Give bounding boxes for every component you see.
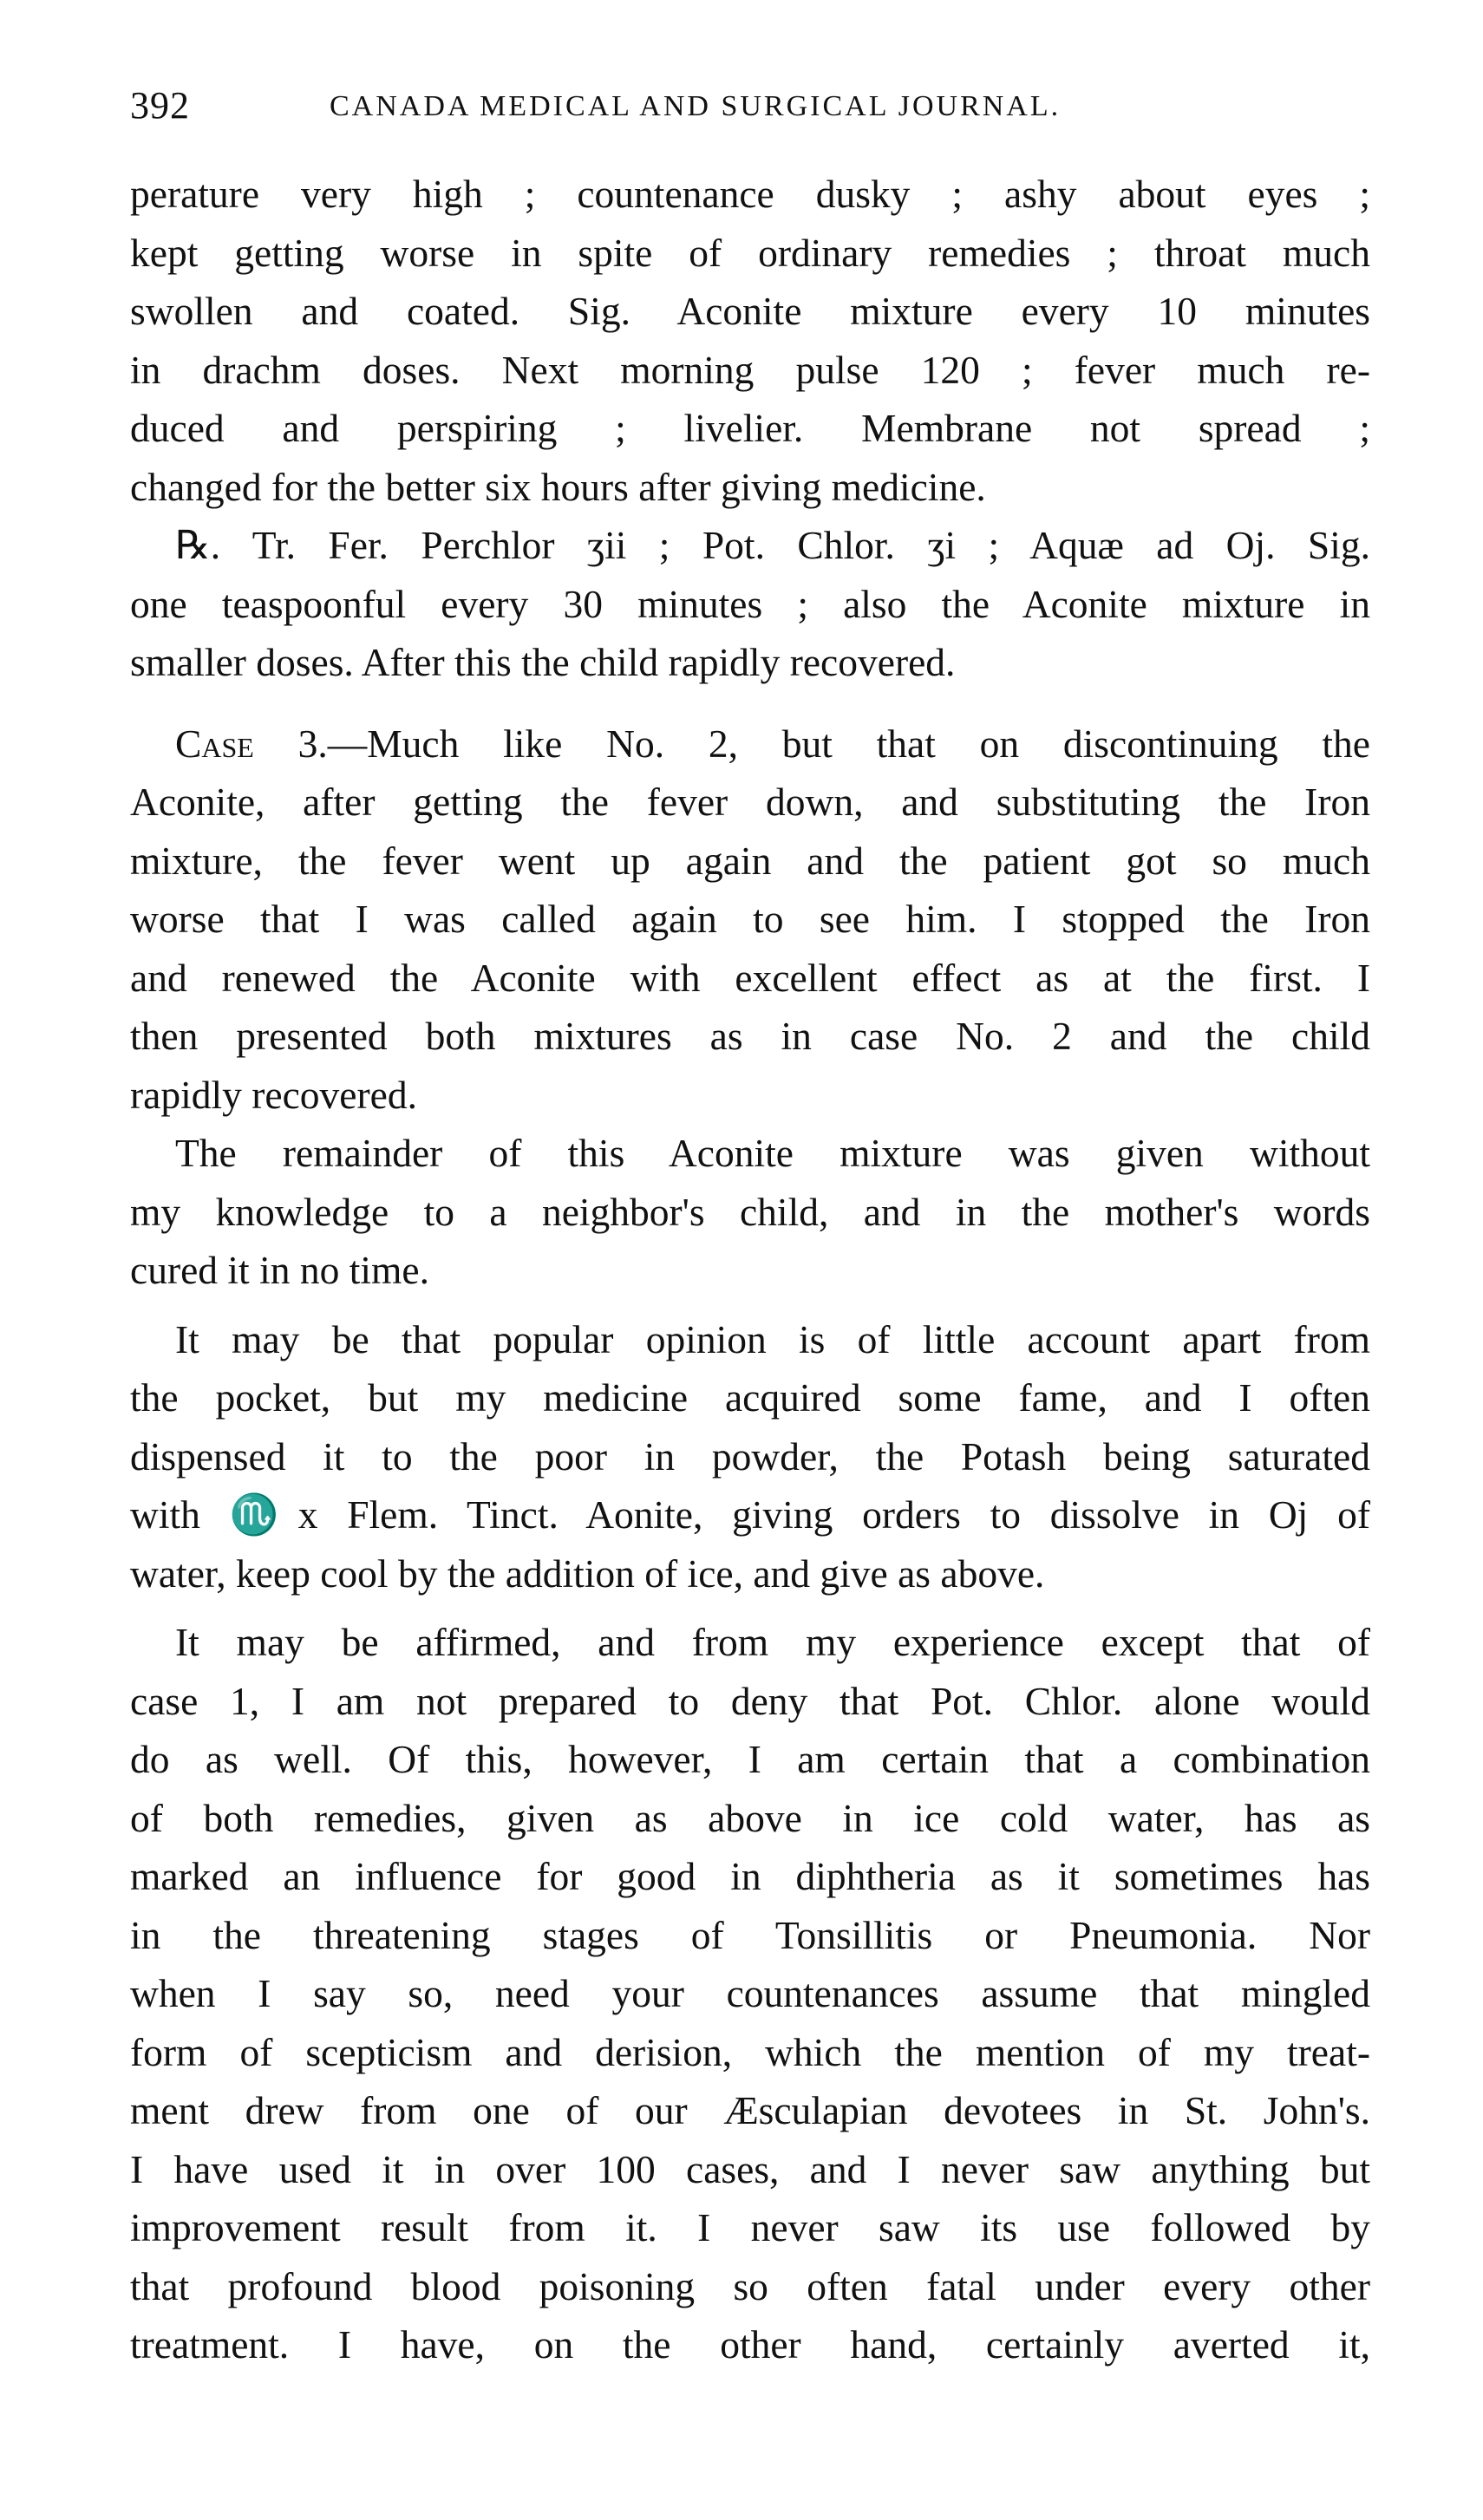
text-line: of both remedies, given as above in ice cold water, has as — [130, 1795, 1370, 1840]
text-line: my knowledge to a neighbor's child, and in the mother's words — [130, 1189, 1370, 1234]
text-line: in drachm doses. Next morning pulse 120 ; fever much re- — [130, 347, 1370, 392]
text-line: rapidly recovered. — [130, 1072, 417, 1117]
paragraph-continued — [130, 165, 1370, 516]
page-number: 392 — [130, 84, 190, 127]
prescription-paragraph — [130, 516, 1370, 692]
text-line: It may be that popular opinion is of little account apart from — [175, 1316, 1370, 1361]
text-line: perature very high ; countenance dusky ; ashy about eyes ; — [130, 172, 1370, 216]
text-line: the pocket, but my medicine acquired some fame, and I often — [130, 1375, 1370, 1420]
text-line: It may be affirmed, and from my experience except that of — [175, 1620, 1370, 1664]
text-line: The remainder of this Aconite mixture was given without — [175, 1131, 1370, 1175]
running-head — [130, 83, 1379, 135]
text-line: ℞. Tr. Fer. Perchlor ʒii ; Pot. Chlor. ʒi ; Aquæ ad Oj. Sig. — [175, 523, 1370, 567]
text-line: cured it in no time. — [130, 1248, 429, 1292]
text-line: worse that I was called again to see him. I stopped the Iron — [130, 897, 1370, 941]
text-line: case 1, I am not prepared to deny that Pot. Chlor. alone would — [130, 1678, 1370, 1723]
text-line: Aconite, after getting the fever down, and substituting the Iron — [130, 780, 1370, 824]
text-line: form of scepticism and derision, which the mention of my treat- — [130, 2029, 1370, 2074]
remainder-paragraph — [130, 1124, 1370, 1300]
text-line: smaller doses. After this the child rapidly recovered. — [130, 640, 956, 684]
text-line: marked an influence for good in diphtheria as it sometimes has — [130, 1854, 1370, 1898]
text-line: that profound blood poisoning so often fatal under every other — [130, 2263, 1370, 2308]
affirmed-paragraph — [130, 1613, 1370, 2374]
body-text — [130, 165, 1370, 2374]
case-label: Case — [175, 721, 254, 766]
popular-opinion-paragraph — [130, 1310, 1370, 1603]
text-line: then presented both mixtures as in case No. 2 and the child — [130, 1014, 1370, 1058]
text-line: improvement result from it. I never saw its use followed by — [130, 2205, 1370, 2249]
text-line: in the threatening stages of Tonsillitis or Pneumonia. Nor — [130, 1912, 1370, 1957]
case-3-paragraph — [130, 715, 1370, 1125]
text-line: duced and perspiring ; livelier. Membrane not spread ; — [130, 406, 1370, 450]
text-line: mixture, the fever went up again and the patient got so much — [130, 838, 1370, 883]
paragraph-gap — [130, 1603, 1370, 1613]
text-line-rest: 3.—Much like No. 2, but that on discontinuing the — [297, 721, 1370, 766]
text-line: I have used it in over 100 cases, and I never saw anything but — [130, 2146, 1370, 2191]
journal-title: CANADA MEDICAL AND SURGICAL JOURNAL. — [330, 90, 1062, 122]
text-line: water, keep cool by the addition of ice, and give as above. — [130, 1551, 1045, 1596]
text-line: when I say so, need your countenances assume that mingled — [130, 1971, 1370, 2015]
text-line: and renewed the Aconite with excellent effect as at the first. I — [130, 955, 1370, 1000]
paragraph-gap — [130, 692, 1370, 715]
text-line: changed for the better six hours after giving medicine. — [130, 464, 986, 509]
text-line: treatment. I have, on the other hand, certainly averted it, — [130, 2322, 1370, 2367]
text-line: one teaspoonful every 30 minutes ; also the Aconite mixture in — [130, 581, 1370, 626]
paragraph-gap — [130, 1300, 1370, 1310]
text-line: swollen and coated. Sig. Aconite mixture every 10 minutes — [130, 289, 1370, 333]
text-line: ment drew from one of our Æsculapian devotees in St. John's. — [130, 2088, 1370, 2132]
text-line: with ♏x Flem. Tinct. Aonite, giving orders to dissolve in Oj of — [130, 1492, 1370, 1537]
text-line — [130, 715, 1370, 774]
text-line: do as well. Of this, however, I am certain that a combination — [130, 1737, 1370, 1781]
text-line: kept getting worse in spite of ordinary remedies ; throat much — [130, 230, 1370, 275]
text-line: dispensed it to the poor in powder, the Potash being saturated — [130, 1433, 1370, 1479]
